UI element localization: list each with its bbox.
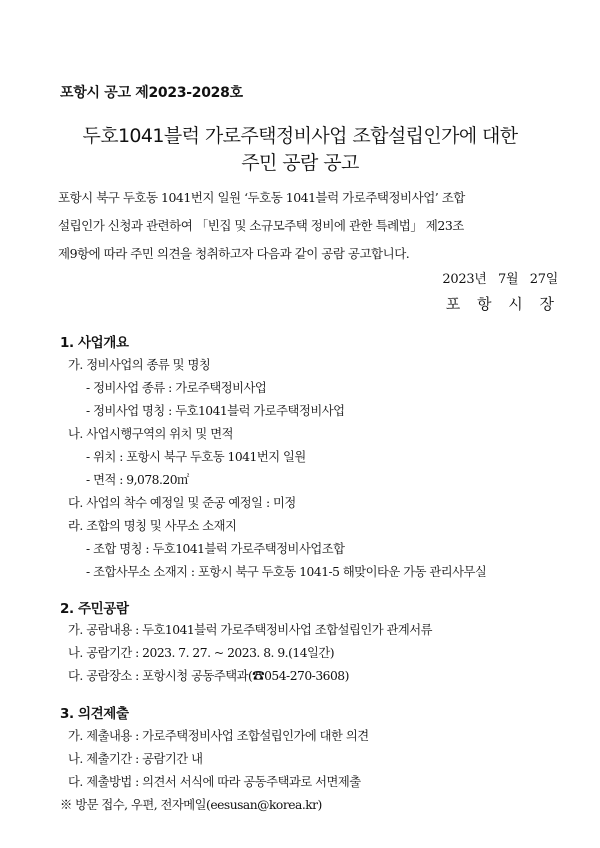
section1-item-a1: - 정비사업 종류 : 가로주택정비사업 bbox=[86, 381, 267, 395]
section3-item-a: 가. 제출내용 : 가로주택정비사업 조합설립인가에 대한 의견 bbox=[68, 729, 369, 743]
section1-item-d1: - 조합 명칭 : 두호1041블럭 가로주택정비사업조합 bbox=[86, 542, 345, 556]
notice-title-line1: 두호1041블럭 가로주택정비사업 조합설립인가에 대한 bbox=[82, 125, 518, 147]
issuer-name: 포 항 시 장 bbox=[445, 295, 560, 313]
notice-number: 포항시 공고 제2023-2028호 bbox=[60, 85, 243, 101]
section2-item-c: 다. 공람장소 : 포항시청 공동주택과(☎054-270-3608) bbox=[68, 669, 349, 683]
section1-item-b1: - 위치 : 포항시 북구 두호동 1041번지 일원 bbox=[86, 450, 306, 464]
section1-item-d: 라. 조합의 명칭 및 사무소 소재지 bbox=[68, 519, 237, 533]
section2-item-b: 나. 공람기간 : 2023. 7. 27. ~ 2023. 8. 9.(14일간) bbox=[68, 646, 335, 660]
section1-item-a: 가. 정비사업의 종류 및 명칭 bbox=[68, 358, 211, 372]
intro-line-1: 포항시 북구 두호동 1041번지 일원 ‘두호동 1041블럭 가로주택정비사업’ 조합 bbox=[58, 190, 465, 205]
notice-date: 2023년 7월 27일 bbox=[442, 272, 558, 287]
section1-heading: 1. 사업개요 bbox=[60, 335, 129, 351]
section1-item-b: 나. 사업시행구역의 위치 및 면적 bbox=[68, 427, 233, 441]
intro-line-3: 제9항에 따라 주민 의견을 청취하고자 다음과 같이 공람 공고합니다. bbox=[58, 246, 410, 261]
section3-item-b: 나. 제출기간 : 공람기간 내 bbox=[68, 752, 203, 766]
intro-line-2: 설립인가 신청과 관련하여 「빈집 및 소규모주택 정비에 관한 특례법」 제23조 bbox=[58, 218, 464, 233]
section2-item-a: 가. 공람내용 : 두호1041블럭 가로주택정비사업 조합설립인가 관계서류 bbox=[68, 623, 433, 637]
section2-heading: 2. 주민공람 bbox=[60, 601, 129, 617]
section1-item-b2: - 면적 : 9,078.20㎡ bbox=[86, 473, 189, 487]
section1-item-a2: - 정비사업 명칭 : 두호1041블럭 가로주택정비사업 bbox=[86, 404, 345, 418]
section3-heading: 3. 의견제출 bbox=[60, 706, 129, 722]
intro-paragraph bbox=[58, 184, 548, 268]
section3-note: ※ 방문 접수, 우편, 전자메일(eesusan@korea.kr) bbox=[60, 798, 322, 812]
section3-item-c: 다. 제출방법 : 의견서 서식에 따라 공동주택과로 서면제출 bbox=[68, 775, 361, 789]
notice-title-line2: 주민 공람 공고 bbox=[241, 152, 359, 174]
section1-item-c: 다. 사업의 착수 예정일 및 준공 예정일 : 미정 bbox=[68, 496, 296, 510]
section1-item-d2: - 조합사무소 소재지 : 포항시 북구 두호동 1041-5 해맞이타운 가동 관리사무실 bbox=[86, 565, 487, 579]
